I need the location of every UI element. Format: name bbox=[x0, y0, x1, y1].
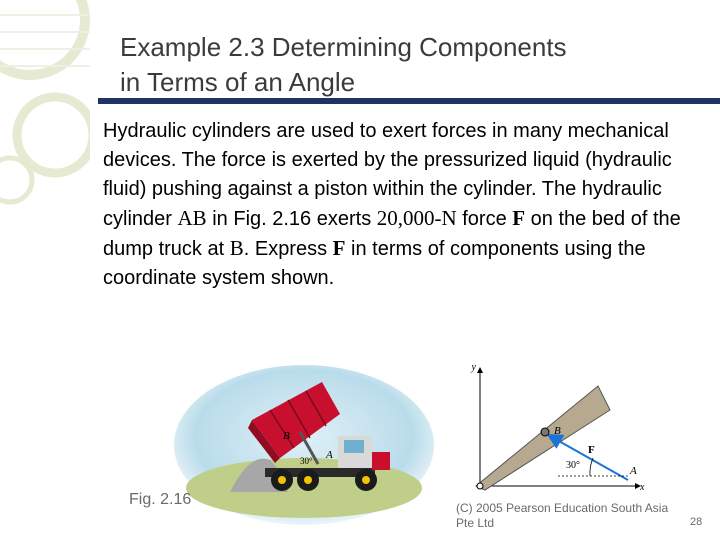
figure-caption: Fig. 2.16 bbox=[129, 491, 192, 508]
force-f-arrow bbox=[550, 436, 628, 480]
math-force-value: 20,000-N bbox=[376, 206, 457, 230]
diagram-label-angle: 30° bbox=[566, 460, 580, 471]
math-b: B bbox=[229, 236, 244, 260]
truck-label-angle: 30° bbox=[300, 456, 313, 466]
math-ab: AB bbox=[177, 206, 207, 230]
math-f: F bbox=[512, 206, 526, 230]
diagram-label-a: A bbox=[630, 465, 637, 477]
math-f: F bbox=[332, 236, 346, 260]
point-b bbox=[541, 428, 549, 436]
title-underline bbox=[98, 98, 720, 104]
copyright-notice: (C) 2005 Pearson Education South Asia Pte Ltd bbox=[456, 501, 669, 530]
corner-decoration bbox=[0, 0, 90, 220]
problem-statement bbox=[103, 117, 703, 293]
truck-label-a: A bbox=[326, 449, 333, 461]
title-line-1: Example 2.3 Determining Components bbox=[120, 32, 567, 62]
text-segment: force bbox=[456, 208, 513, 230]
diagram-label-f: F bbox=[588, 444, 595, 456]
text-segment: in terms of components using the coordinate system shown. bbox=[103, 238, 646, 289]
slide-title bbox=[120, 30, 700, 100]
force-diagram bbox=[440, 358, 665, 498]
dump-truck-illustration bbox=[170, 360, 438, 530]
title-line-2: in Terms of an Angle bbox=[120, 67, 356, 97]
y-axis-label: y bbox=[471, 362, 476, 373]
page-number: 28 bbox=[690, 516, 703, 528]
text-segment: . Express bbox=[243, 238, 333, 260]
diagram-label-b: B bbox=[554, 425, 561, 437]
text-segment: on the bed of the dump truck at bbox=[103, 208, 681, 260]
text-segment: in Fig. 2.16 exerts bbox=[206, 208, 377, 230]
x-axis-label: x bbox=[640, 482, 645, 493]
text-segment: Hydraulic cylinders are used to exert forces in many mechanical devices. The force is exerted by the pressurized liquid (hydraulic fluid) pushing against a piston within the cylinder. The hydraulic cylinder bbox=[103, 120, 672, 230]
pivot-point bbox=[477, 483, 483, 489]
truck-label-b: B bbox=[283, 430, 290, 442]
